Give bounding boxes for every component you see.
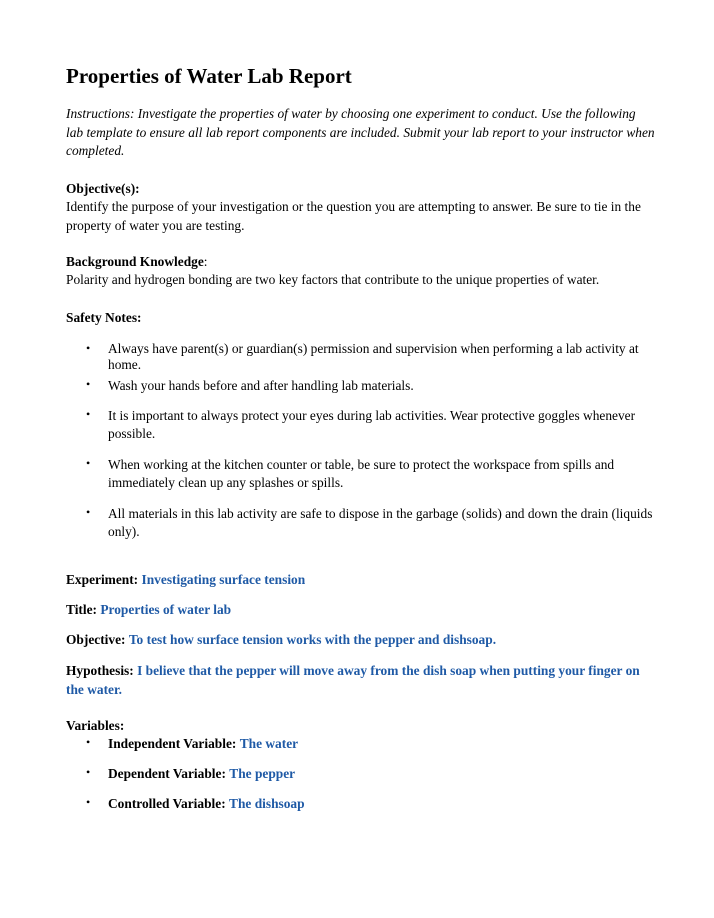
experiment-value: Investigating surface tension	[141, 572, 306, 587]
safety-item: Always have parent(s) or guardian(s) permission and supervision when performing a lab activity at home.	[108, 341, 639, 372]
objective-value: To test how surface tension works with the pepper and dishsoap.	[128, 632, 497, 647]
objective-line: Objective: To test how surface tension works with the pepper and dishsoap.	[66, 632, 497, 647]
page-title: Properties of Water Lab Report	[66, 64, 352, 88]
background-heading: Background Knowledge:	[66, 254, 208, 269]
instructions-text: Instructions: Investigate the properties of water by choosing one experiment to conduct. Use the following lab template to ensure all lab report components are included. Submit your lab report to your instructor when completed.	[66, 106, 655, 158]
bullet-icon: •	[86, 505, 91, 519]
bullet-icon: •	[86, 407, 91, 421]
variable-item: Controlled Variable: The dishsoap	[108, 796, 305, 811]
variable-item: Dependent Variable: The pepper	[108, 766, 296, 781]
safety-item: All materials in this lab activity are safe to dispose in the garbage (solids) and down the drain (liquids only).	[108, 506, 653, 539]
safety-heading: Safety Notes:	[66, 310, 142, 325]
hypothesis-line: Hypothesis: I believe that the pepper will move away from the dish soap when putting your finger on the water.	[66, 663, 640, 697]
bullet-icon: •	[86, 341, 91, 355]
bullet-icon: •	[86, 795, 91, 809]
bullet-icon: •	[86, 765, 91, 779]
objectives-text: Identify the purpose of your investigation or the question you are attempting to answer. Be sure to tie in the property of water you are testing.	[66, 199, 641, 233]
hypothesis-value: I believe that the pepper will move away from the dish soap when putting your finger on the water.	[66, 663, 640, 697]
variable-item: Independent Variable: The water	[108, 736, 299, 751]
objectives-heading: Objective(s):	[66, 181, 140, 196]
bullet-icon: •	[86, 377, 91, 391]
safety-item: It is important to always protect your eyes during lab activities. Wear protective goggles whenever possible.	[108, 408, 636, 441]
safety-item: When working at the kitchen counter or table, be sure to protect the workspace from spills and immediately clean up any splashes or spills.	[108, 457, 615, 490]
experiment-line: Experiment: Investigating surface tension	[66, 572, 306, 587]
safety-item: Wash your hands before and after handling lab materials.	[108, 378, 414, 393]
title-line: Title: Properties of water lab	[66, 602, 232, 617]
variables-heading: Variables:	[66, 718, 125, 733]
title-value: Properties of water lab	[100, 602, 232, 617]
bullet-icon: •	[86, 456, 91, 470]
background-text: Polarity and hydrogen bonding are two key factors that contribute to the unique properties of water.	[66, 272, 600, 287]
bullet-icon: •	[86, 735, 91, 749]
